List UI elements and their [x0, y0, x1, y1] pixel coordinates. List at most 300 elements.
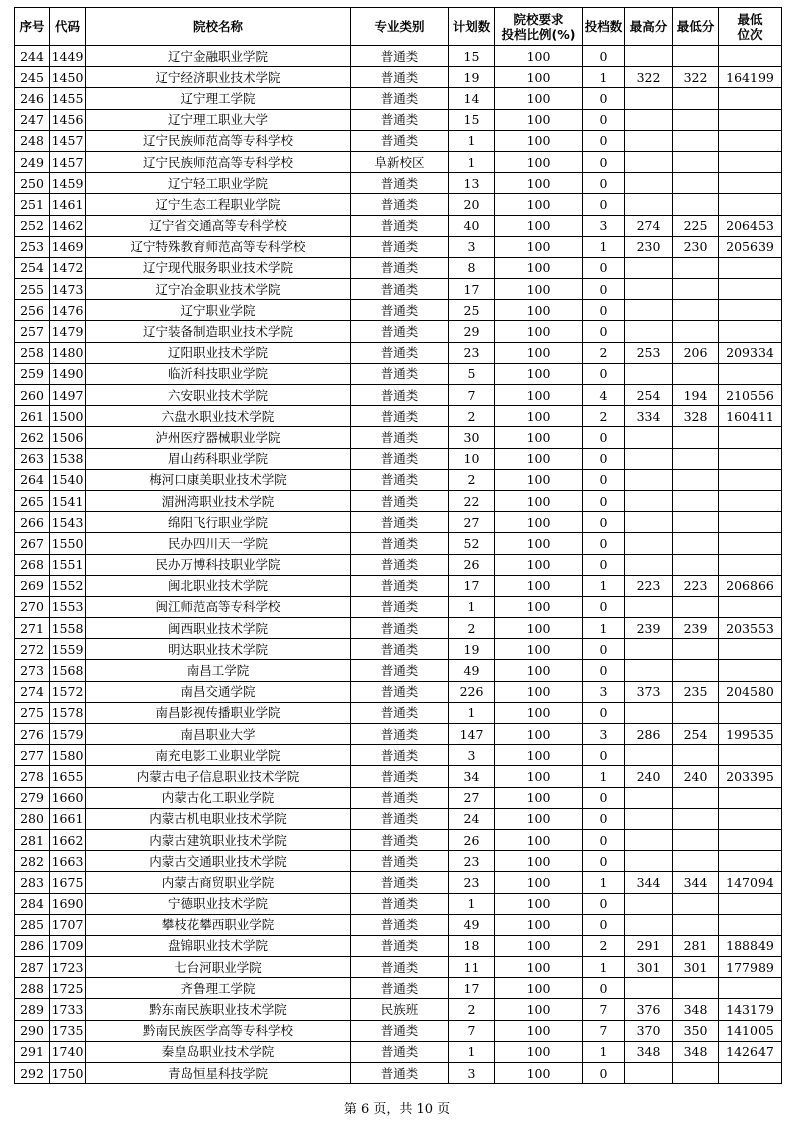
- cell-ratio: 100: [495, 745, 583, 766]
- cell-plan-count: 26: [449, 554, 495, 575]
- table-row: [15, 766, 782, 787]
- cell-school-name: 辽宁理工职业大学: [86, 109, 351, 130]
- cell-school-name: 内蒙古化工职业学院: [86, 787, 351, 808]
- cell-admit-count: 7: [583, 999, 625, 1020]
- cell-plan-count: 19: [449, 67, 495, 88]
- cell-max-score: 376: [625, 999, 673, 1020]
- cell-major-type: 普通类: [351, 342, 449, 363]
- cell-seq: 287: [15, 957, 50, 978]
- cell-code: 1500: [50, 406, 86, 427]
- cell-seq: 278: [15, 766, 50, 787]
- cell-admit-count: 0: [583, 427, 625, 448]
- cell-major-type: 普通类: [351, 893, 449, 914]
- cell-min-rank: [719, 257, 782, 278]
- cell-plan-count: 24: [449, 808, 495, 829]
- cell-code: 1662: [50, 829, 86, 850]
- cell-min-score: 348: [673, 1041, 719, 1062]
- cell-ratio: 100: [495, 1041, 583, 1062]
- cell-min-score: [673, 300, 719, 321]
- cell-major-type: 普通类: [351, 533, 449, 554]
- cell-max-score: 334: [625, 406, 673, 427]
- cell-seq: 264: [15, 469, 50, 490]
- cell-code: 1580: [50, 745, 86, 766]
- cell-admit-count: 0: [583, 109, 625, 130]
- cell-school-name: 南昌职业大学: [86, 724, 351, 745]
- cell-min-score: [673, 46, 719, 67]
- cell-major-type: 普通类: [351, 67, 449, 88]
- cell-min-rank: [719, 851, 782, 872]
- cell-major-type: 普通类: [351, 957, 449, 978]
- cell-seq: 257: [15, 321, 50, 342]
- cell-min-score: [673, 130, 719, 151]
- cell-admit-count: 1: [583, 575, 625, 596]
- cell-code: 1690: [50, 893, 86, 914]
- cell-min-rank: 203395: [719, 766, 782, 787]
- table-row: [15, 406, 782, 427]
- cell-plan-count: 2: [449, 999, 495, 1020]
- cell-code: 1559: [50, 639, 86, 660]
- cell-seq: 251: [15, 194, 50, 215]
- cell-code: 1725: [50, 978, 86, 999]
- table-row: [15, 46, 782, 67]
- cell-min-score: 348: [673, 999, 719, 1020]
- cell-major-type: 普通类: [351, 978, 449, 999]
- cell-admit-count: 1: [583, 236, 625, 257]
- cell-seq: 290: [15, 1020, 50, 1041]
- cell-min-rank: 147094: [719, 872, 782, 893]
- cell-admit-count: 3: [583, 724, 625, 745]
- cell-admit-count: 0: [583, 448, 625, 469]
- cell-major-type: 普通类: [351, 745, 449, 766]
- cell-school-name: 民办四川天一学院: [86, 533, 351, 554]
- cell-max-score: [625, 851, 673, 872]
- cell-code: 1469: [50, 236, 86, 257]
- cell-max-score: [625, 363, 673, 384]
- cell-major-type: 普通类: [351, 808, 449, 829]
- cell-major-type: 普通类: [351, 872, 449, 893]
- cell-major-type: 普通类: [351, 215, 449, 236]
- cell-min-rank: 188849: [719, 935, 782, 956]
- cell-max-score: [625, 808, 673, 829]
- cell-plan-count: 2: [449, 618, 495, 639]
- cell-ratio: 100: [495, 914, 583, 935]
- cell-min-rank: 142647: [719, 1041, 782, 1062]
- cell-plan-count: 11: [449, 957, 495, 978]
- cell-max-score: [625, 300, 673, 321]
- cell-max-score: [625, 893, 673, 914]
- cell-min-score: [673, 1063, 719, 1084]
- cell-admit-count: 0: [583, 300, 625, 321]
- cell-code: 1550: [50, 533, 86, 554]
- cell-code: 1552: [50, 575, 86, 596]
- cell-admit-count: 4: [583, 385, 625, 406]
- cell-ratio: 100: [495, 660, 583, 681]
- cell-seq: 289: [15, 999, 50, 1020]
- table-row: [15, 427, 782, 448]
- cell-code: 1572: [50, 681, 86, 702]
- cell-school-name: 辽阳职业技术学院: [86, 342, 351, 363]
- cell-code: 1578: [50, 702, 86, 723]
- table-row: [15, 512, 782, 533]
- cell-min-score: 281: [673, 935, 719, 956]
- cell-plan-count: 15: [449, 109, 495, 130]
- page-footer: 第 6 页，共 10 页: [343, 1102, 451, 1117]
- cell-plan-count: 52: [449, 533, 495, 554]
- table-row: [15, 575, 782, 596]
- cell-major-type: 普通类: [351, 279, 449, 300]
- cell-admit-count: 0: [583, 660, 625, 681]
- cell-school-name: 民办万博科技职业学院: [86, 554, 351, 575]
- cell-min-score: [673, 469, 719, 490]
- cell-code: 1735: [50, 1020, 86, 1041]
- cell-plan-count: 8: [449, 257, 495, 278]
- cell-ratio: 100: [495, 385, 583, 406]
- cell-seq: 263: [15, 448, 50, 469]
- cell-admit-count: 0: [583, 745, 625, 766]
- cell-code: 1457: [50, 130, 86, 151]
- cell-major-type: 普通类: [351, 469, 449, 490]
- table-row: [15, 236, 782, 257]
- cell-admit-count: 1: [583, 1041, 625, 1062]
- cell-admit-count: 1: [583, 872, 625, 893]
- cell-plan-count: 13: [449, 173, 495, 194]
- cell-ratio: 100: [495, 173, 583, 194]
- cell-school-name: 梅河口康美职业技术学院: [86, 469, 351, 490]
- cell-major-type: 普通类: [351, 130, 449, 151]
- cell-school-name: 南昌交通学院: [86, 681, 351, 702]
- cell-min-score: [673, 851, 719, 872]
- cell-seq: 273: [15, 660, 50, 681]
- table-row: [15, 596, 782, 617]
- cell-max-score: [625, 978, 673, 999]
- cell-min-score: [673, 490, 719, 511]
- table-row: [15, 469, 782, 490]
- cell-plan-count: 17: [449, 575, 495, 596]
- cell-max-score: [625, 469, 673, 490]
- cell-code: 1506: [50, 427, 86, 448]
- cell-seq: 284: [15, 893, 50, 914]
- cell-min-rank: 204580: [719, 681, 782, 702]
- table-header-row: [15, 8, 782, 46]
- cell-major-type: 普通类: [351, 300, 449, 321]
- cell-school-name: 辽宁经济职业技术学院: [86, 67, 351, 88]
- cell-major-type: 普通类: [351, 724, 449, 745]
- cell-ratio: 100: [495, 681, 583, 702]
- cell-major-type: 普通类: [351, 490, 449, 511]
- cell-school-name: 闽西职业技术学院: [86, 618, 351, 639]
- cell-plan-count: 17: [449, 978, 495, 999]
- cell-seq: 262: [15, 427, 50, 448]
- cell-seq: 280: [15, 808, 50, 829]
- cell-admit-count: 1: [583, 957, 625, 978]
- cell-school-name: 青岛恒星科技学院: [86, 1063, 351, 1084]
- cell-school-name: 绵阳飞行职业学院: [86, 512, 351, 533]
- cell-min-rank: [719, 130, 782, 151]
- cell-ratio: 100: [495, 300, 583, 321]
- cell-code: 1462: [50, 215, 86, 236]
- cell-admit-count: 3: [583, 681, 625, 702]
- table-row: [15, 67, 782, 88]
- cell-min-score: [673, 702, 719, 723]
- cell-seq: 277: [15, 745, 50, 766]
- table-row: [15, 342, 782, 363]
- cell-major-type: 普通类: [351, 406, 449, 427]
- cell-min-rank: [719, 300, 782, 321]
- cell-max-score: 223: [625, 575, 673, 596]
- cell-school-name: 辽宁民族师范高等专科学校: [86, 130, 351, 151]
- cell-ratio: 100: [495, 575, 583, 596]
- header-plan-count: 计划数: [449, 8, 495, 46]
- cell-plan-count: 27: [449, 787, 495, 808]
- cell-max-score: 373: [625, 681, 673, 702]
- cell-code: 1540: [50, 469, 86, 490]
- cell-max-score: [625, 1063, 673, 1084]
- cell-admit-count: 0: [583, 46, 625, 67]
- cell-code: 1461: [50, 194, 86, 215]
- cell-min-score: 223: [673, 575, 719, 596]
- cell-admit-count: 0: [583, 173, 625, 194]
- cell-plan-count: 23: [449, 851, 495, 872]
- cell-min-score: [673, 596, 719, 617]
- cell-min-rank: [719, 173, 782, 194]
- cell-code: 1733: [50, 999, 86, 1020]
- cell-max-score: [625, 533, 673, 554]
- cell-min-score: 301: [673, 957, 719, 978]
- cell-max-score: [625, 151, 673, 172]
- cell-seq: 253: [15, 236, 50, 257]
- cell-plan-count: 1: [449, 130, 495, 151]
- cell-min-score: [673, 512, 719, 533]
- cell-ratio: 100: [495, 151, 583, 172]
- cell-seq: 282: [15, 851, 50, 872]
- cell-min-rank: [719, 829, 782, 850]
- cell-min-rank: [719, 787, 782, 808]
- cell-ratio: 100: [495, 935, 583, 956]
- cell-school-name: 临沂科技职业学院: [86, 363, 351, 384]
- cell-major-type: 普通类: [351, 766, 449, 787]
- cell-admit-count: 0: [583, 829, 625, 850]
- cell-min-rank: [719, 533, 782, 554]
- cell-plan-count: 1: [449, 893, 495, 914]
- cell-admit-count: 1: [583, 766, 625, 787]
- header-max-score: 最高分: [625, 8, 673, 46]
- cell-plan-count: 5: [449, 363, 495, 384]
- cell-major-type: 普通类: [351, 851, 449, 872]
- cell-min-score: [673, 978, 719, 999]
- cell-admit-count: 0: [583, 257, 625, 278]
- cell-major-type: 普通类: [351, 46, 449, 67]
- cell-plan-count: 1: [449, 596, 495, 617]
- cell-max-score: [625, 257, 673, 278]
- cell-ratio: 100: [495, 67, 583, 88]
- cell-major-type: 普通类: [351, 681, 449, 702]
- table-row: [15, 935, 782, 956]
- cell-max-score: 240: [625, 766, 673, 787]
- cell-admit-count: 0: [583, 151, 625, 172]
- cell-max-score: [625, 745, 673, 766]
- cell-min-score: [673, 639, 719, 660]
- cell-admit-count: 0: [583, 787, 625, 808]
- cell-school-name: 辽宁民族师范高等专科学校: [86, 151, 351, 172]
- cell-school-name: 辽宁省交通高等专科学校: [86, 215, 351, 236]
- table-row: [15, 554, 782, 575]
- table-row: [15, 533, 782, 554]
- table-row: [15, 490, 782, 511]
- table-row: [15, 130, 782, 151]
- cell-admit-count: 0: [583, 596, 625, 617]
- cell-admit-count: 0: [583, 469, 625, 490]
- cell-plan-count: 18: [449, 935, 495, 956]
- table-row: [15, 194, 782, 215]
- cell-ratio: 100: [495, 215, 583, 236]
- cell-max-score: 348: [625, 1041, 673, 1062]
- table-row: [15, 321, 782, 342]
- cell-plan-count: 1: [449, 151, 495, 172]
- cell-code: 1663: [50, 851, 86, 872]
- cell-school-name: 辽宁理工学院: [86, 88, 351, 109]
- cell-major-type: 普通类: [351, 935, 449, 956]
- cell-min-rank: 210556: [719, 385, 782, 406]
- cell-admit-count: 0: [583, 533, 625, 554]
- cell-school-name: 秦皇岛职业技术学院: [86, 1041, 351, 1062]
- cell-min-score: [673, 787, 719, 808]
- cell-plan-count: 40: [449, 215, 495, 236]
- cell-seq: 244: [15, 46, 50, 67]
- cell-min-rank: 160411: [719, 406, 782, 427]
- cell-max-score: 322: [625, 67, 673, 88]
- table-row: [15, 872, 782, 893]
- cell-admit-count: 0: [583, 554, 625, 575]
- cell-ratio: 100: [495, 321, 583, 342]
- cell-seq: 267: [15, 533, 50, 554]
- cell-seq: 288: [15, 978, 50, 999]
- cell-min-rank: [719, 109, 782, 130]
- cell-max-score: 291: [625, 935, 673, 956]
- cell-max-score: [625, 914, 673, 935]
- cell-seq: 252: [15, 215, 50, 236]
- cell-max-score: 344: [625, 872, 673, 893]
- cell-admit-count: 0: [583, 851, 625, 872]
- cell-max-score: [625, 660, 673, 681]
- cell-admit-count: 0: [583, 130, 625, 151]
- cell-ratio: 100: [495, 512, 583, 533]
- cell-plan-count: 7: [449, 385, 495, 406]
- table-body: [15, 46, 782, 1084]
- cell-major-type: 普通类: [351, 554, 449, 575]
- cell-min-rank: [719, 363, 782, 384]
- cell-plan-count: 20: [449, 194, 495, 215]
- cell-min-rank: 164199: [719, 67, 782, 88]
- cell-min-rank: 209334: [719, 342, 782, 363]
- cell-code: 1551: [50, 554, 86, 575]
- cell-ratio: 100: [495, 596, 583, 617]
- cell-min-rank: 141005: [719, 1020, 782, 1041]
- cell-plan-count: 27: [449, 512, 495, 533]
- cell-plan-count: 49: [449, 660, 495, 681]
- table-row: [15, 787, 782, 808]
- cell-plan-count: 1: [449, 702, 495, 723]
- cell-code: 1750: [50, 1063, 86, 1084]
- cell-major-type: 阜新校区: [351, 151, 449, 172]
- cell-min-rank: [719, 639, 782, 660]
- cell-ratio: 100: [495, 957, 583, 978]
- cell-min-rank: 203553: [719, 618, 782, 639]
- cell-ratio: 100: [495, 724, 583, 745]
- cell-seq: 258: [15, 342, 50, 363]
- table-row: [15, 1041, 782, 1062]
- cell-max-score: [625, 639, 673, 660]
- cell-max-score: [625, 448, 673, 469]
- cell-plan-count: 2: [449, 469, 495, 490]
- header-admit-count: 投档数: [583, 8, 625, 46]
- cell-code: 1449: [50, 46, 86, 67]
- cell-admit-count: 0: [583, 490, 625, 511]
- cell-min-rank: [719, 448, 782, 469]
- cell-ratio: 100: [495, 194, 583, 215]
- cell-plan-count: 2: [449, 406, 495, 427]
- table-row: [15, 745, 782, 766]
- cell-code: 1472: [50, 257, 86, 278]
- cell-max-score: [625, 173, 673, 194]
- cell-code: 1579: [50, 724, 86, 745]
- cell-major-type: 普通类: [351, 109, 449, 130]
- cell-max-score: [625, 787, 673, 808]
- cell-ratio: 100: [495, 46, 583, 67]
- cell-ratio: 100: [495, 808, 583, 829]
- cell-plan-count: 34: [449, 766, 495, 787]
- cell-code: 1476: [50, 300, 86, 321]
- cell-school-name: 内蒙古机电职业技术学院: [86, 808, 351, 829]
- cell-major-type: 普通类: [351, 236, 449, 257]
- cell-admit-count: 0: [583, 1063, 625, 1084]
- cell-school-name: 辽宁冶金职业技术学院: [86, 279, 351, 300]
- cell-min-rank: [719, 46, 782, 67]
- cell-code: 1655: [50, 766, 86, 787]
- cell-seq: 270: [15, 596, 50, 617]
- cell-ratio: 100: [495, 342, 583, 363]
- cell-ratio: 100: [495, 1020, 583, 1041]
- header-major-type: 专业类别: [351, 8, 449, 46]
- cell-min-rank: 143179: [719, 999, 782, 1020]
- cell-max-score: 239: [625, 618, 673, 639]
- cell-code: 1455: [50, 88, 86, 109]
- cell-ratio: 100: [495, 639, 583, 660]
- cell-ratio: 100: [495, 257, 583, 278]
- table-row: [15, 151, 782, 172]
- cell-min-rank: [719, 490, 782, 511]
- cell-plan-count: 147: [449, 724, 495, 745]
- cell-max-score: 274: [625, 215, 673, 236]
- cell-ratio: 100: [495, 851, 583, 872]
- cell-min-score: 235: [673, 681, 719, 702]
- header-min-score: 最低分: [673, 8, 719, 46]
- cell-major-type: 普通类: [351, 448, 449, 469]
- cell-ratio: 100: [495, 554, 583, 575]
- cell-major-type: 普通类: [351, 1063, 449, 1084]
- cell-max-score: 253: [625, 342, 673, 363]
- cell-major-type: 普通类: [351, 1041, 449, 1062]
- table-row: [15, 978, 782, 999]
- cell-ratio: 100: [495, 490, 583, 511]
- cell-ratio: 100: [495, 130, 583, 151]
- cell-admit-count: 0: [583, 914, 625, 935]
- cell-plan-count: 23: [449, 872, 495, 893]
- cell-plan-count: 7: [449, 1020, 495, 1041]
- cell-school-name: 泸州医疗器械职业学院: [86, 427, 351, 448]
- cell-school-name: 攀枝花攀西职业学院: [86, 914, 351, 935]
- cell-plan-count: 15: [449, 46, 495, 67]
- cell-max-score: 254: [625, 385, 673, 406]
